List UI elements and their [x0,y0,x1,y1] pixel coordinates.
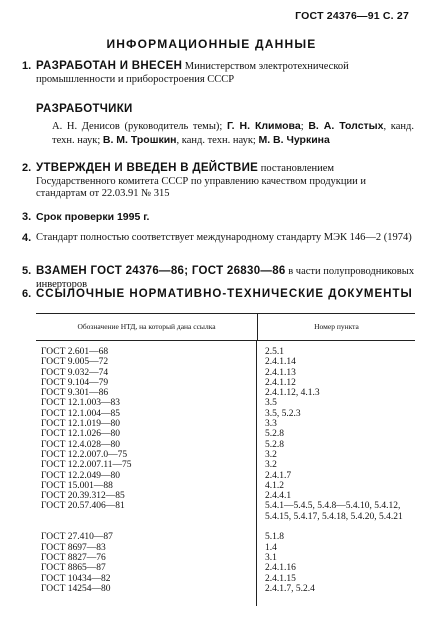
section-6-heading: ССЫЛОЧНЫЕ НОРМАТИВНО-ТЕХНИЧЕСКИЕ ДОКУМЕНТЫ [36,288,413,300]
table-row-document: ГОСТ 12.2.049—80 [41,470,120,481]
table-row-clause: 1.4 [265,542,277,553]
table-row-clause: 5.4.1—5.4.5, 5.4.8—5.4.10, 5.4.12, 5.4.15, 5.4.17, 5.4.18, 5.4.20, 5.4.21 [265,501,403,522]
table-row-clause: 2.4.1.15 [265,573,296,584]
author-troshkin: В. М. Трошкин [102,133,177,146]
table-row-document: ГОСТ 9.104—79 [41,377,109,388]
table-row-document: ГОСТ 12.1.003—83 [41,398,120,409]
table-header [36,314,415,341]
table-row-clause: 3.5 [265,398,277,409]
table-row-document: ГОСТ 15.001—88 [41,480,113,491]
section-6 [22,288,416,302]
table-row-clause: 2.4.1.7 [265,470,292,481]
developers-list [52,120,414,147]
author-degree: , канд. техн. наук; [52,121,414,146]
section-1-heading: РАЗРАБОТАН И ВНЕСЕН [36,60,183,72]
table-row-document: ГОСТ 8865—87 [41,563,106,574]
author-role: (руководитель темы); [119,121,227,132]
reference-table [36,313,415,606]
section-3-text: Срок проверки 1995 г. [36,211,150,223]
table-row-clause: 2.5.1 [265,347,284,357]
table-row-clause: 2.4.4.1 [265,491,292,502]
table-row-document: ГОСТ 9.032—74 [41,367,109,378]
section-3 [22,211,416,225]
author-separator: ; [300,121,309,132]
table-row-clause: 3.3 [265,419,277,430]
section-3-number: 3. [22,211,32,223]
table-row-clause: 2.4.1.16 [265,563,296,574]
document-title: ИНФОРМАЦИОННЫЕ ДАННЫЕ [106,37,317,51]
table-row-clause: 3.2 [265,449,277,460]
section-2-heading: УТВЕРЖДЕН И ВВЕДЕН В ДЕЙСТВИЕ [36,162,259,174]
table-row-document: ГОСТ 2.601—68 [41,347,109,357]
table-row-document: ГОСТ 8827—76 [41,553,106,564]
table-row-clause: 4.1.2 [265,480,284,491]
table-row-document: ГОСТ 14254—80 [41,583,111,594]
table-row-document: ГОСТ 9.301—86 [41,388,109,399]
document-column [36,341,257,606]
table-row-clause: 5.1.8 [265,532,284,543]
table-row-clause: 3.2 [265,460,277,471]
table-row-document: ГОСТ 27.410—87 [41,532,113,543]
table-row-clause: 2.4.1.12, 4.1.3 [265,388,320,399]
table-row-document: ГОСТ 20.57.406—81 [41,501,125,512]
section-4-number: 4. [22,232,32,244]
section-1-number: 1. [22,60,32,72]
table-row-clause: 2.4.1.14 [265,357,296,368]
developers-heading: РАЗРАБОТЧИКИ [36,103,133,115]
table-row-document: ГОСТ 9.005—72 [41,357,109,368]
table-row-document: ГОСТ 12.1.004—85 [41,408,120,419]
table-row-clause: 2.4.1.13 [265,367,296,378]
page-header: ГОСТ 24376—91 С. 27 [295,10,409,22]
table-row-clause: 3.5, 5.2.3 [265,408,301,419]
author-churkina: М. В. Чуркина [258,133,330,146]
section-4 [22,232,416,245]
section-1 [22,60,416,86]
author-klimova: Г. Н. Климова [226,120,301,132]
column-header-clause: Номер пункта [314,321,359,331]
author-degree: , канд. техн. наук; [176,134,259,146]
section-5-text: в части полупроводниковых инверторов [36,266,415,290]
table-row-document: ГОСТ 12.1.019—80 [41,419,120,430]
column-header-document: Обозначение НТД, на который дана ссылка [36,314,258,340]
table-row-clause: 5.2.8 [265,429,284,440]
section-5-number: 5. [22,265,32,277]
table-row-document: ГОСТ 20.39.312—85 [41,491,125,502]
section-2-text: постановлением Государственного комитета СССР по управлению качеством продукции и стандартам от 22.03.91 № 315 [36,163,366,199]
author-tolstykh: В. А. Толстых [308,120,384,132]
table-row-document: ГОСТ 12.1.026—80 [41,429,120,440]
table-body [36,341,415,606]
table-row-clause: 2.4.1.12 [265,377,296,388]
section-2-number: 2. [22,162,32,174]
table-row-document: ГОСТ 12.2.007.0—75 [41,449,128,460]
section-1-text: Министерством электротехнической промышленности и приборостроения СССР [36,61,349,85]
author-denisov: А. Н. Денисов [52,121,120,132]
section-4-text: Стандарт полностью соответствует международному стандарту МЭК 146—2 (1974) [36,232,412,243]
table-row-document: ГОСТ 12.4.028—80 [41,439,120,450]
section-6-number: 6. [22,288,32,300]
table-row-clause: 5.2.8 [265,439,284,450]
table-row-clause: 2.4.1.7, 5.2.4 [265,583,315,594]
table-row-document: ГОСТ 10434—82 [41,573,111,584]
table-row-document: ГОСТ 12.2.007.11—75 [41,460,132,471]
table-row-document: ГОСТ 8697—83 [41,542,106,553]
clause-column [257,341,415,606]
table-row-clause: 3.1 [265,553,277,564]
section-2 [22,162,416,201]
section-5-heading: ВЗАМЕН ГОСТ 24376—86; ГОСТ 26830—86 [36,265,286,277]
